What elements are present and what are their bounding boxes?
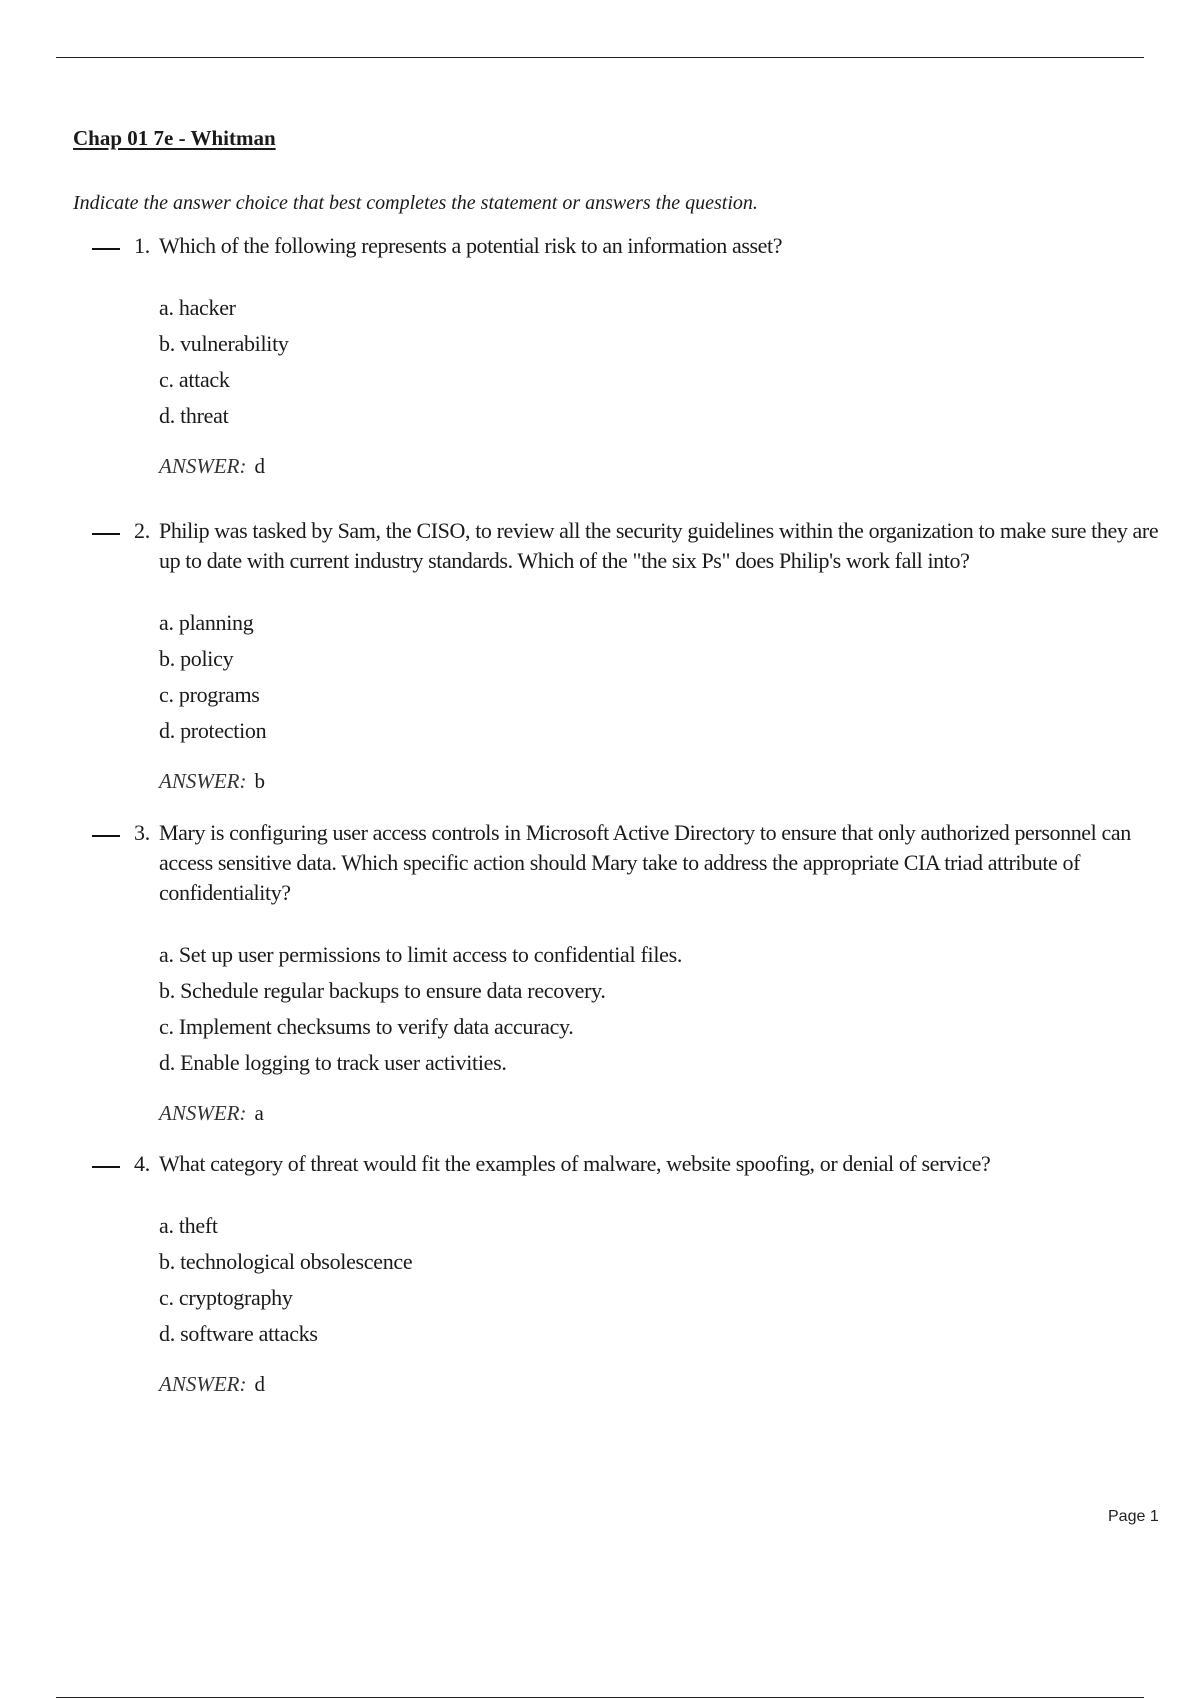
answer-value: b	[254, 769, 265, 793]
option-d: d. threat	[159, 403, 229, 428]
document-title: Chap 01 7e - Whitman	[73, 126, 276, 150]
answer-line	[159, 451, 265, 481]
answer-label: ANSWER:	[159, 454, 247, 478]
option-d: d. protection	[159, 718, 267, 743]
top-rule	[56, 57, 1144, 58]
answer-label: ANSWER:	[159, 1372, 247, 1396]
option-b: b. Schedule regular backups to ensure data recovery.	[159, 978, 606, 1003]
option-a: a. hacker	[159, 295, 236, 320]
answer-options	[159, 293, 289, 437]
answer-label: ANSWER:	[159, 769, 247, 793]
option-b: b. policy	[159, 646, 234, 671]
option-a: a. planning	[159, 610, 254, 635]
option-d: d. Enable logging to track user activities.	[159, 1050, 507, 1075]
question-number: 3.	[134, 820, 150, 845]
option-c: c. attack	[159, 367, 230, 392]
answer-line	[159, 1369, 265, 1399]
question-text: Philip was tasked by Sam, the CISO, to review all the security guidelines within the organization to make sure they are up to date with current industry standards. Which of the "the six Ps" does Philip's work fall into?	[159, 518, 1159, 573]
option-c: c. cryptography	[159, 1285, 293, 1310]
answer-options	[159, 1211, 412, 1355]
question-number: 2.	[134, 518, 150, 543]
question-text: Which of the following represents a potential risk to an information asset?	[159, 233, 783, 258]
answer-blank[interactable]	[92, 835, 120, 837]
answer-label: ANSWER:	[159, 1101, 247, 1125]
option-c: c. Implement checksums to verify data accuracy.	[159, 1014, 574, 1039]
bottom-rule	[56, 1697, 1144, 1698]
answer-blank[interactable]	[92, 248, 120, 250]
instructions: Indicate the answer choice that best completes the statement or answers the question.	[73, 192, 758, 214]
question-number: 1.	[134, 233, 150, 258]
answer-options	[159, 940, 682, 1084]
answer-value: a	[254, 1101, 264, 1125]
option-b: b. vulnerability	[159, 331, 289, 356]
answer-line	[159, 766, 265, 796]
option-b: b. technological obsolescence	[159, 1249, 413, 1274]
answer-line	[159, 1098, 264, 1128]
answer-blank[interactable]	[92, 1166, 120, 1168]
option-a: a. theft	[159, 1213, 218, 1238]
question-number: 4.	[134, 1151, 150, 1176]
option-d: d. software attacks	[159, 1321, 318, 1346]
question-text: What category of threat would fit the examples of malware, website spoofing, or denial of service?	[159, 1151, 991, 1176]
page-number: Page 1	[1108, 1508, 1159, 1525]
question-text: Mary is configuring user access controls in Microsoft Active Directory to ensure that only authorized personnel can access sensitive data. Which specific action should Mary take to address the appropriate CIA triad attribute of confidentiality?	[159, 820, 1131, 905]
answer-value: d	[254, 1372, 265, 1396]
answer-options	[159, 608, 266, 752]
answer-blank[interactable]	[92, 533, 120, 535]
option-c: c. programs	[159, 682, 260, 707]
option-a: a. Set up user permissions to limit access to confidential files.	[159, 942, 683, 967]
answer-value: d	[254, 454, 265, 478]
